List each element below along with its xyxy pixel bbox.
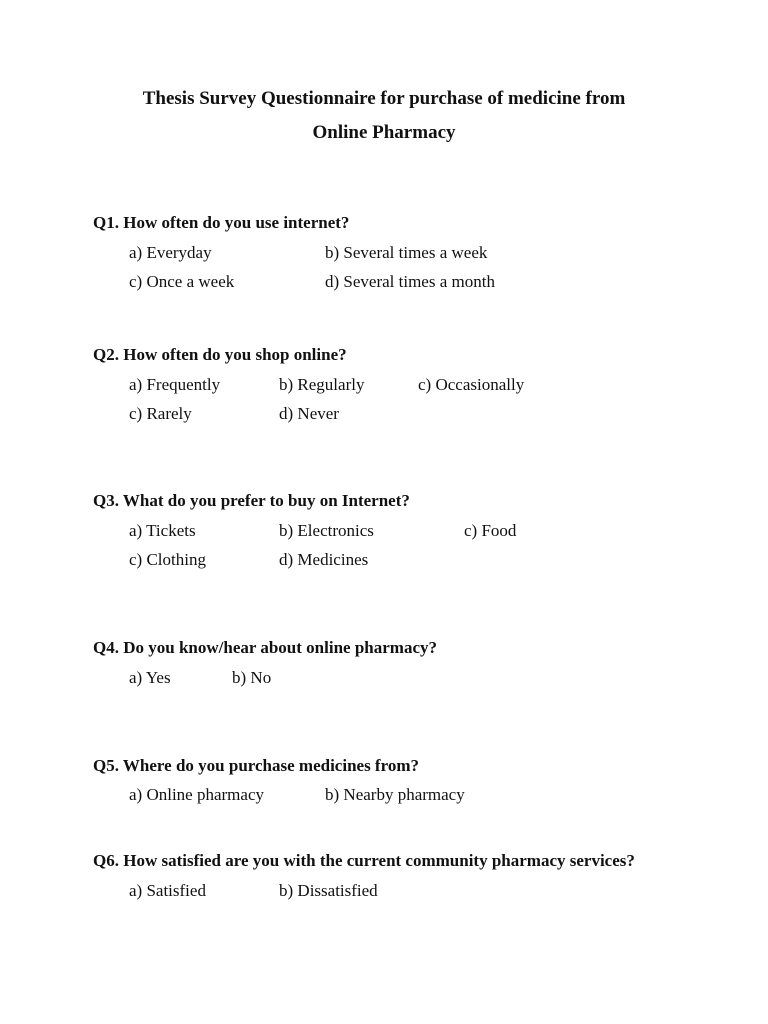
question-3-option-d: d) Medicines xyxy=(279,550,369,569)
question-4: Q4. Do you know/hear about online pharmacy? xyxy=(93,638,437,657)
question-3-option-a: a) Tickets xyxy=(129,521,196,540)
question-6: Q6. How satisfied are you with the current community pharmacy services? xyxy=(93,851,635,870)
question-2-option-b: b) Regularly xyxy=(279,375,365,394)
question-4-option-b: b) No xyxy=(232,668,272,687)
question-4-option-a: a) Yes xyxy=(129,668,171,687)
question-1: Q1. How often do you use internet? xyxy=(93,213,350,232)
question-2-option-a: a) Frequently xyxy=(129,375,221,394)
question-1-option-c: c) Once a week xyxy=(129,272,235,291)
question-2-option-c-rarely: c) Rarely xyxy=(129,404,192,423)
question-2-option-d: d) Never xyxy=(279,404,339,423)
question-6-option-b: b) Dissatisfied xyxy=(279,881,378,900)
question-3-option-c-clothing: c) Clothing xyxy=(129,550,206,569)
question-5-option-a: a) Online pharmacy xyxy=(129,785,264,804)
question-3-option-b: b) Electronics xyxy=(279,521,374,540)
question-1-option-a: a) Everyday xyxy=(129,243,212,262)
question-1-option-b: b) Several times a week xyxy=(325,243,488,262)
document-title-line-1: Thesis Survey Questionnaire for purchase of medicine from xyxy=(142,88,626,109)
question-5-option-b: b) Nearby pharmacy xyxy=(325,785,465,804)
document-title-line-2: Online Pharmacy xyxy=(312,122,456,143)
question-3-option-c: c) Food xyxy=(464,521,517,540)
question-3: Q3. What do you prefer to buy on Internet? xyxy=(93,491,410,510)
question-2-option-c: c) Occasionally xyxy=(418,375,525,394)
question-5: Q5. Where do you purchase medicines from? xyxy=(93,756,419,775)
question-6-option-a: a) Satisfied xyxy=(129,881,206,900)
question-1-option-d: d) Several times a month xyxy=(325,272,495,291)
question-2: Q2. How often do you shop online? xyxy=(93,345,347,364)
